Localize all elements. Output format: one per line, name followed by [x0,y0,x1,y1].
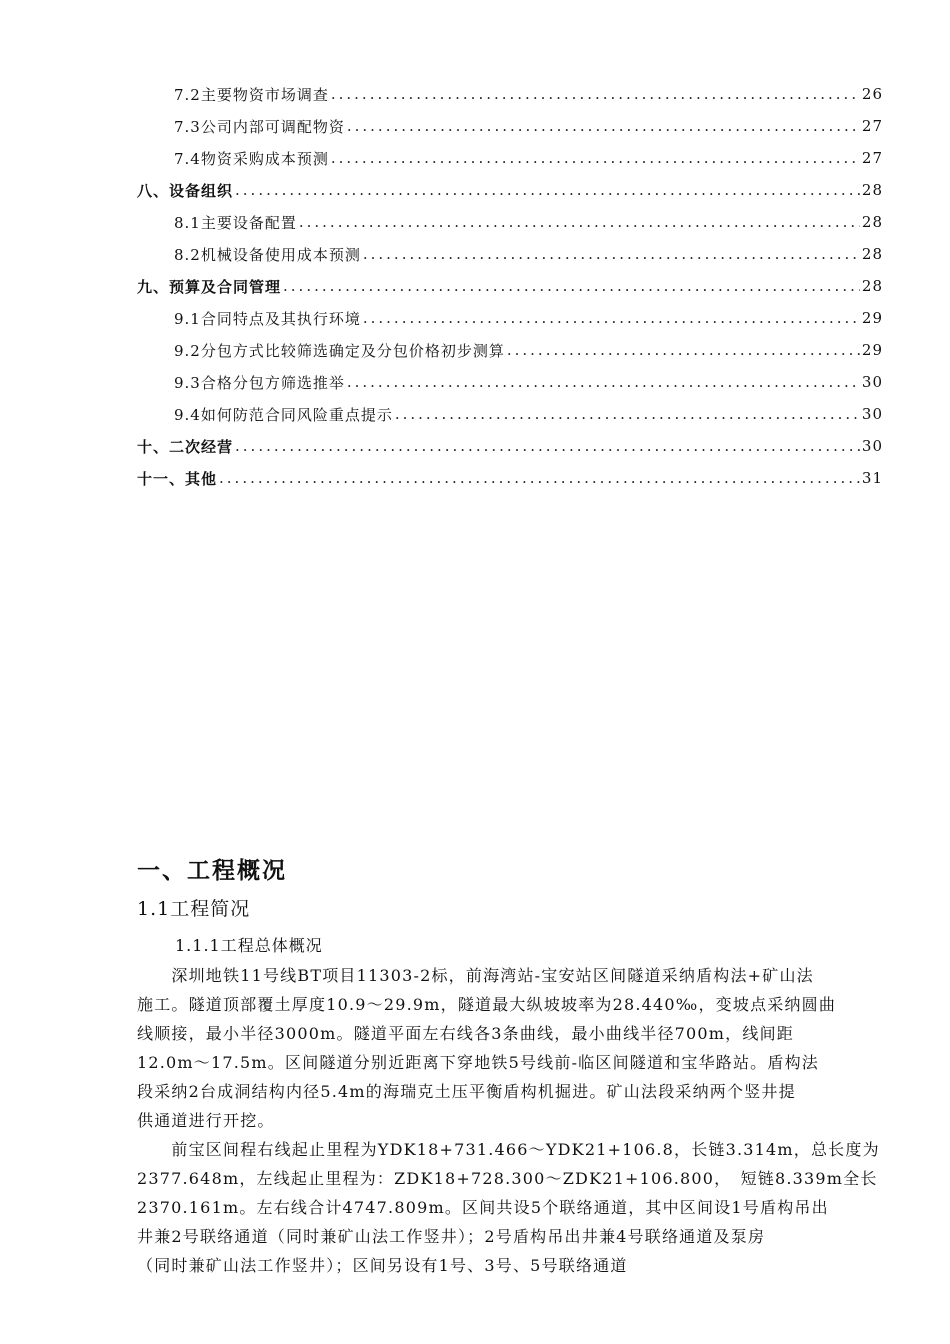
toc-page-number: 31 [861,469,883,487]
paragraph-line: 供通道进行开挖。 [137,1111,275,1130]
toc-leader-dots [235,437,860,455]
toc-entry-title: 9.1合同特点及其执行环境 [174,309,361,328]
paragraph-line: 施工。隧道顶部覆土厚度10.9～29.9m，隧道最大纵坡坡率为28.440‰，变坡点采纳圆曲 [137,995,837,1014]
toc-page-number: 28 [861,213,883,231]
toc-entry-title: 9.2分包方式比较筛选确定及分包价格初步测算 [174,341,505,360]
toc-leader-dots [363,245,860,263]
toc-leader-dots [219,469,860,487]
toc-entry-title: 8.2机械设备使用成本预测 [174,245,361,264]
toc-entry-title: 八、设备组织 [137,181,234,200]
toc-entry-title: 7.2主要物资市场调查 [174,85,329,104]
paragraph-line: 深圳地铁11号线BT项目11303-2标，前海湾站-宝安站区间隧道采纳盾构法+矿山法 [137,966,814,985]
subsection-heading: 1.1工程简况 [137,898,251,920]
toc-entry[interactable] [137,78,883,110]
paragraph-line: 12.0m～17.5m。区间隧道分别近距离下穿地铁5号线前-临区间隧道和宝华路站。盾构法 [137,1053,819,1072]
paragraph-mileage [137,1135,883,1280]
toc-page-number: 27 [861,149,883,167]
toc-entry[interactable] [137,142,883,174]
toc-page-number: 30 [861,373,883,391]
toc-page-number: 28 [861,277,883,295]
toc-entry[interactable] [137,334,883,366]
toc-leader-dots [395,405,860,423]
toc-page-number: 30 [861,437,883,455]
toc-entry[interactable] [137,366,883,398]
toc-entry-title: 十、二次经营 [137,437,234,456]
section-heading: 一、工程概况 [137,858,287,884]
toc-entry-title: 8.1主要设备配置 [174,213,297,232]
paragraph-line: 井兼2号联络通道（同时兼矿山法工作竖井）；2号盾构吊出井兼4号联络通道及泵房 [137,1227,766,1246]
subsubsection-heading: 1.1.1工程总体概况 [175,936,323,955]
paragraph-line: （同时兼矿山法工作竖井）；区间另设有1号、3号、5号联络通道 [137,1256,628,1275]
paragraph-overview [137,961,883,1135]
toc-entry-title: 十一、其他 [137,469,218,488]
toc-entry-title: 7.4物资采购成本预测 [174,149,329,168]
paragraph-line: 前宝区间程右线起止里程为YDK18+731.466～YDK21+106.8，长链3.314m，总长度为 [137,1140,880,1159]
toc-entry[interactable] [137,398,883,430]
paragraph-line: 段采纳2台成洞结构内径5.4m的海瑞克土压平衡盾构机掘进。矿山法段采纳两个竖井提 [137,1082,796,1101]
toc-leader-dots [507,341,860,359]
toc-page-number: 27 [861,117,883,135]
paragraph-line: 2377.648m，左线起止里程为：ZDK18+728.300～ZDK21+106.800， 短链8.339m全长 [137,1169,878,1188]
paragraph-line: 线顺接，最小半径3000m。隧道平面左右线各3条曲线，最小曲线半径700m，线间距 [137,1024,794,1043]
toc-leader-dots [331,149,860,167]
toc-entry-title: 7.3公司内部可调配物资 [174,117,345,136]
table-of-contents [137,78,883,494]
toc-page-number: 28 [861,181,883,199]
toc-leader-dots [283,277,860,295]
toc-entry[interactable] [137,430,883,462]
toc-leader-dots [235,181,860,199]
toc-entry[interactable] [137,206,883,238]
toc-entry[interactable] [137,238,883,270]
toc-entry[interactable] [137,110,883,142]
toc-leader-dots [299,213,860,231]
toc-page-number: 30 [861,405,883,423]
toc-page-number: 28 [861,245,883,263]
paragraph-line: 2370.161m。左右线合计4747.809m。区间共设5个联络通道，其中区间设1号盾构吊出 [137,1198,829,1217]
toc-leader-dots [331,85,860,103]
toc-entry-title: 9.4如何防范合同风险重点提示 [174,405,393,424]
toc-leader-dots [363,309,860,327]
toc-entry[interactable] [137,302,883,334]
toc-page-number: 26 [861,85,883,103]
toc-entry-title: 9.3合格分包方筛选推举 [174,373,345,392]
toc-leader-dots [347,117,860,135]
toc-entry[interactable] [137,174,883,206]
toc-entry-title: 九、预算及合同管理 [137,277,282,296]
toc-page-number: 29 [861,341,883,359]
toc-entry[interactable] [137,270,883,302]
toc-entry[interactable] [137,462,883,494]
toc-page-number: 29 [861,309,883,327]
toc-leader-dots [347,373,860,391]
